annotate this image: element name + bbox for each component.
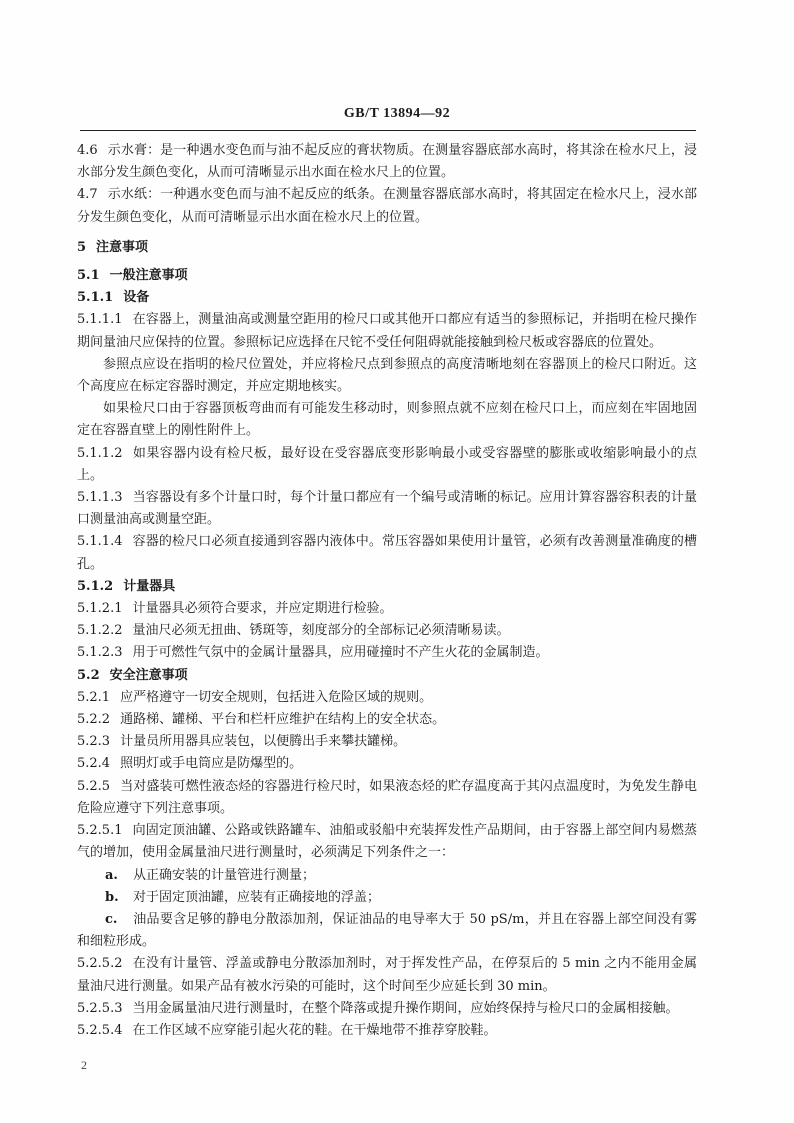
clause-5-2-1: 5.2.1 应严格遵守一切安全规则，包括进入危险区域的规则。 xyxy=(77,689,433,705)
clause-5-2-5: 5.2.5 当对盛装可燃性液态烃的容器进行检尺时，如果液态烃的贮存温度高于其闪点温度时，为免发生静电危险应遵守下列注意事项。 xyxy=(77,778,697,816)
clause-5-1-2-2: 5.1.2.2 量油尺必须无扭曲、锈斑等，刻度部分的全部标记必须清晰易读。 xyxy=(77,623,510,639)
page-header xyxy=(0,106,794,122)
clause-5-2-5-1: 5.2.5.1 向固定顶油罐、公路或铁路罐车、油船或驳船中充装挥发性产品期间，由于容器上部空间内易燃蒸气的增加，使用金属量油尺进行测量时，必须满足下列条件之一： xyxy=(77,823,697,861)
clause-5-1-2-3: 5.1.2.3 用于可燃性气氛中的金属计量器具，应用碰撞时不产生火花的金属制造。 xyxy=(77,645,549,661)
section-5-2-heading: 5.2 安全注意事项 xyxy=(77,667,188,683)
list-item-b: b. 对于固定顶油罐，应装有正确接地的浮盖； xyxy=(105,889,381,905)
clause-5-1-1-4: 5.1.1.4 容器的检尺口必须直接通到容器内液体中。常压容器如果使用计量管，必须有改善测量准确度的槽孔。 xyxy=(77,534,697,572)
section-5-1-2-heading: 5.1.2 计量器具 xyxy=(77,578,176,594)
standard-code: GB/T 13894—92 xyxy=(343,106,451,121)
clause-5-1-1-3: 5.1.1.3 当容器设有多个计量口时，每个计量口都应有一个编号或清晰的标记。应用计算容器容积表的计量口测量油高或测量空距。 xyxy=(77,490,697,528)
section-5-1-heading: 5.1 一般注意事项 xyxy=(77,268,188,284)
clause-5-1-2-1: 5.1.2.1 计量器具必须符合要求，并应定期进行检验。 xyxy=(77,601,393,617)
clause-5-2-5-4: 5.2.5.4 在工作区域不应穿能引起火花的鞋。在干燥地带不推荐穿胶鞋。 xyxy=(77,1022,497,1038)
paragraph-reference-point: 参照点应设在指明的检尺位置处，并应将检尺点到参照点的高度清晰地刻在容器顶上的检尺口附近。这个高度应在标定容器时测定，并应定期地核实。 xyxy=(77,356,697,395)
clause-5-2-3: 5.2.3 计量员所用器具应装包，以便腾出手来攀扶罐梯。 xyxy=(77,734,407,750)
section-5-heading: 5 注意事项 xyxy=(77,239,149,255)
clause-4-6: 4.6 示水膏：是一种遇水变色而与油不起反应的膏状物质。在测量容器底部水高时，将其涂在检水尺上，浸水部分发生颜色变化，从而可清晰显示出水面在检水尺上的位置。 xyxy=(77,143,697,181)
clause-5-2-4: 5.2.4 照明灯或手电筒应是防爆型的。 xyxy=(77,756,303,772)
clause-5-2-5-2: 5.2.5.2 在没有计量管、浮盖或静电分散添加剂时，对于挥发性产品，在停泵后的 5 min 之内不能用金属量油尺进行测量。如果产品有被水污染的可能时，这个时间至少应延长到 30 min。 xyxy=(77,956,697,994)
section-5-1-1-heading: 5.1.1 设备 xyxy=(77,290,150,306)
clause-5-2-5-3: 5.2.5.3 当用金属量油尺进行测量时，在整个降落或提升操作期间，应始终保持与检尺口的金属相接触。 xyxy=(77,1000,679,1016)
header-rule xyxy=(80,130,696,131)
document-body xyxy=(77,140,697,1042)
clause-4-7: 4.7 示水纸：一种遇水变色而与油不起反应的纸条。在测量容器底部水高时，将其固定在检水尺上，浸水部分发生颜色变化，从而可清晰显示出水面在检水尺上的位置。 xyxy=(77,187,697,225)
page-number: 2 xyxy=(81,1058,87,1072)
list-item-c: c. 油品要含足够的静电分散添加剂，保证油品的电导率大于 50 pS/m，并且在容器上部空间没有雾和细粒形成。 xyxy=(77,911,697,950)
clause-5-1-1-2: 5.1.1.2 如果容器内设有检尺板，最好设在受容器底变形影响最小或受容器壁的膨胀或收缩影响最小的点上。 xyxy=(77,445,697,483)
clause-5-1-1-1: 5.1.1.1 在容器上，测量油高或测量空距用的检尺口或其他开口都应有适当的参照标记，并指明在检尺操作期间量油尺应保持的位置。参照标记应选择在尺铊不受任何阻碍就能接触到检尺板或容器底的位置处。 xyxy=(77,312,697,350)
paragraph-reference-point-rigid: 如果检尺口由于容器顶板弯曲而有可能发生移动时，则参照点就不应刻在检尺口上，而应刻在牢固地固定在容器直壁上的刚性附件上。 xyxy=(77,401,697,439)
clause-5-2-2: 5.2.2 通路梯、罐梯、平台和栏杆应维护在结构上的安全状态。 xyxy=(77,712,446,728)
list-item-a: a. 从正确安装的计量管进行测量； xyxy=(105,867,316,883)
